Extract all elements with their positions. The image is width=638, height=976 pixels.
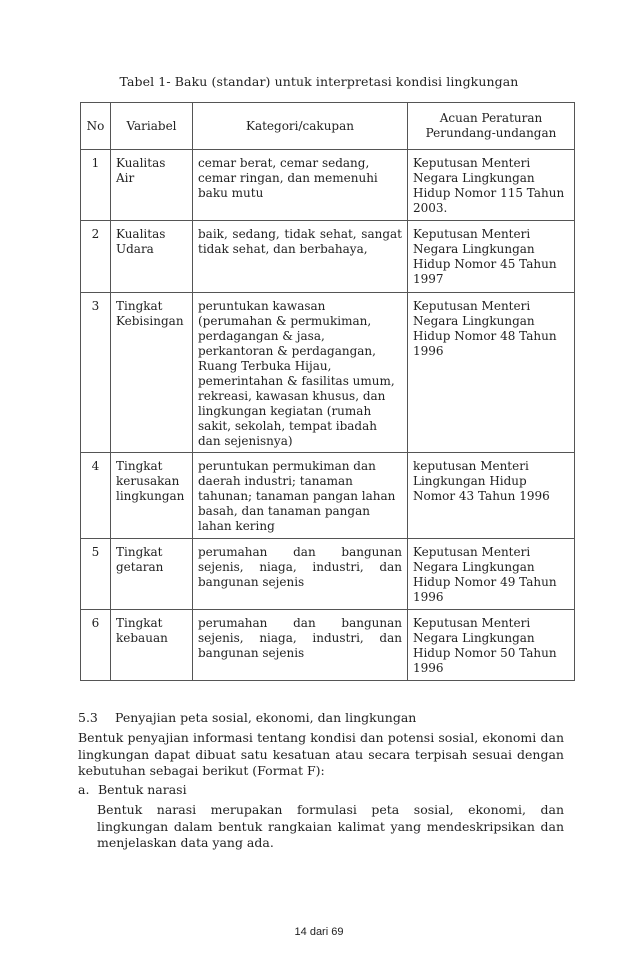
- table-row: [81, 453, 575, 539]
- row-no: 6: [81, 610, 111, 681]
- body-paragraph: Bentuk penyajian informasi tentang kondisi dan potensi sosial, ekonomi dan lingkungan dapat dibuat satu kesatuan atau secara terpisah sesuai dengan kebutuhan sebagai berikut (Format F):: [78, 730, 564, 778]
- row-no: 5: [81, 539, 111, 610]
- header-no: No: [81, 103, 111, 150]
- row-acuan: Keputusan Menteri Negara Lingkungan Hidup Nomor 115 Tahun 2003.: [408, 150, 575, 221]
- table-row: [81, 293, 575, 453]
- table-row: [81, 610, 575, 681]
- table-caption: Tabel 1- Baku (standar) untuk interpretasi kondisi lingkungan: [119, 74, 519, 89]
- table-row: [81, 539, 575, 610]
- header-acuan: Acuan Peraturan Perundang-undangan: [408, 103, 575, 150]
- row-kategori: perumahan dan bangunan sejenis, niaga, industri, dan bangunan sejenis: [193, 539, 408, 610]
- row-variabel: Tingkat Kebisingan: [111, 293, 193, 453]
- list-item-label: a.: [78, 782, 90, 797]
- header-variabel: Variabel: [111, 103, 193, 150]
- row-acuan: keputusan Menteri Lingkungan Hidup Nomor 43 Tahun 1996: [408, 453, 575, 539]
- list-item-body: Bentuk narasi merupakan formulasi peta sosial, ekonomi, dan lingkungan dalam bentuk rangkaian kalimat yang mendeskripsikan dan menjelaskan data yang ada.: [97, 802, 564, 850]
- section-title: Penyajian peta sosial, ekonomi, dan lingkungan: [115, 710, 417, 725]
- row-acuan: Keputusan Menteri Negara Lingkungan Hidup Nomor 49 Tahun 1996: [408, 539, 575, 610]
- row-variabel: Kualitas Udara: [111, 221, 193, 293]
- row-acuan: Keputusan Menteri Negara Lingkungan Hidup Nomor 48 Tahun 1996: [408, 293, 575, 453]
- row-acuan: Keputusan Menteri Negara Lingkungan Hidup Nomor 50 Tahun 1996: [408, 610, 575, 681]
- row-kategori: perumahan dan bangunan sejenis, niaga, industri, dan bangunan sejenis: [193, 610, 408, 681]
- section-heading: [78, 710, 416, 725]
- row-kategori: peruntukan kawasan (perumahan & permukiman, perdagangan & jasa, perkantoran & perdagangan, Ruang Terbuka Hijau, pemerintahan & fasilitas umum, rekreasi, kawasan khusus, dan lingkungan kegiatan (rumah sakit, sekolah, tempat ibadah dan sejenisnya): [193, 293, 408, 453]
- page-number: 14 dari 69: [294, 926, 344, 938]
- row-kategori: peruntukan permukiman dan daerah industri; tanaman tahunan; tanaman pangan lahan basah, dan tanaman pangan lahan kering: [193, 453, 408, 539]
- section-number: 5.3: [78, 710, 98, 725]
- list-item-title: Bentuk narasi: [98, 782, 187, 797]
- table-row: [81, 221, 575, 293]
- row-no: 3: [81, 293, 111, 453]
- row-acuan: Keputusan Menteri Negara Lingkungan Hidup Nomor 45 Tahun 1997: [408, 221, 575, 293]
- row-no: 2: [81, 221, 111, 293]
- table-row: [81, 150, 575, 221]
- row-kategori: baik, sedang, tidak sehat, sangat tidak sehat, dan berbahaya,: [193, 221, 408, 293]
- row-variabel: Kualitas Air: [111, 150, 193, 221]
- row-variabel: Tingkat kebauan: [111, 610, 193, 681]
- row-no: 1: [81, 150, 111, 221]
- row-no: 4: [81, 453, 111, 539]
- row-variabel: Tingkat getaran: [111, 539, 193, 610]
- header-kategori: Kategori/cakupan: [193, 103, 408, 150]
- table-header-row: [81, 103, 575, 150]
- list-item-heading: [78, 782, 187, 797]
- row-variabel: Tingkat kerusakan lingkungan: [111, 453, 193, 539]
- row-kategori: cemar berat, cemar sedang, cemar ringan, dan memenuhi baku mutu: [193, 150, 408, 221]
- standards-table: [80, 102, 575, 681]
